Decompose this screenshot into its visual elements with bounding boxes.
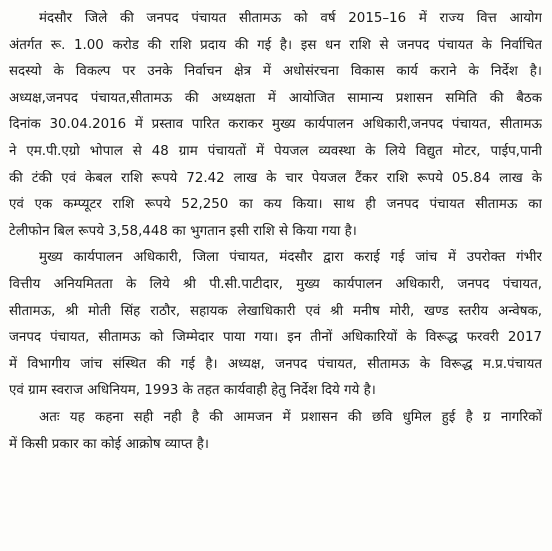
text-line: वित्तीय अनियमितता के लिये श्री पी.सी.पाटीदार, मुख्य कार्यपालन अधिकारी, जनपद पंचायत, — [9, 276, 542, 292]
text-line: ने एम.पी.एग्रो भोपाल से 48 ग्राम पंचायतों में पेयजल व्यवस्था के लिये विद्युत मोटर, पाईप,पानी — [9, 143, 542, 159]
text-line: एवं ग्राम स्वराज अधिनियम, 1993 के तहत कार्यवाही हेतु निर्देश दिये गये है। — [9, 383, 376, 399]
text-line: टेलीफोन बिल रूपये 3,58,448 का भुगतान इसी राशि से किया गया है। — [9, 223, 357, 239]
text-line: एवं एक कम्प्यूटर राशि रूपये 52,250 का कय किया। साथ ही जनपद पंचायत सीतामऊ का — [9, 197, 542, 213]
text-line: दिनांक 30.04.2016 में प्रस्ताव पारित कराकर मुख्य कार्यपालन अधिकारी,जनपद पंचायत, सीतामऊ — [9, 117, 542, 133]
text-line: मंदसौर जिले की जनपद पंचायत सीतामऊ को वर्ष 2015–16 में राज्य वित्त आयोग — [39, 11, 542, 26]
text-line: अध्यक्ष,जनपद पंचायत,सीतामऊ की अध्यक्षता में आयोजित सामान्य प्रशासन समिति की बैठक — [9, 90, 542, 106]
text-line: में विभागीय जांच संस्थित की गई है। अध्यक्ष, जनपद पंचायत, सीतामऊ के विरूद्ध म.प्र.पंचायत — [9, 356, 542, 372]
paragraph-2 — [9, 245, 542, 405]
paragraph-1 — [9, 6, 542, 245]
text-line: में किसी प्रकार का कोई आक्रोष व्याप्त है। — [9, 436, 209, 452]
text-line: मुख्य कार्यपालन अधिकारी, जिला पंचायत, मंदसौर द्वारा कराई गई जांच में उपरोक्त गंभीर — [39, 250, 542, 266]
text-line: अतः यह कहना सही नही है की आमजन में प्रशासन की छवि धुमिल हुई है ग्र नागरिकों — [39, 409, 542, 425]
text-line: जनपद पंचायत, सीतामऊ को जिम्मेदार पाया गया। इन तीनों अधिकारियों के विरूद्ध फरवरी 2017 — [9, 330, 542, 346]
text-line: सीतामऊ, श्री मोती सिंह राठौर, सहायक लेखाधिकारी एवं श्री मनीष मोरी, खण्ड स्तरीय अन्वेषक, — [9, 303, 542, 319]
paragraph-3 — [9, 405, 542, 458]
text-line: सदस्यो के विकल्प पर उनके निर्वाचन क्षेत्र में अधोसंरचना विकास कार्य कराने के निर्देश है। — [9, 64, 542, 80]
text-line: की टंकी एवं केबल राशि रूपये 72.42 लाख के चार पेयजल टैंकर राशि रूपये 05.84 लाख के — [9, 170, 542, 186]
text-line: अंतर्गत रू. 1.00 करोड की राशि प्रदाय की गई है। इस धन राशि से जनपद पंचायत के निर्वाचित — [9, 37, 542, 53]
